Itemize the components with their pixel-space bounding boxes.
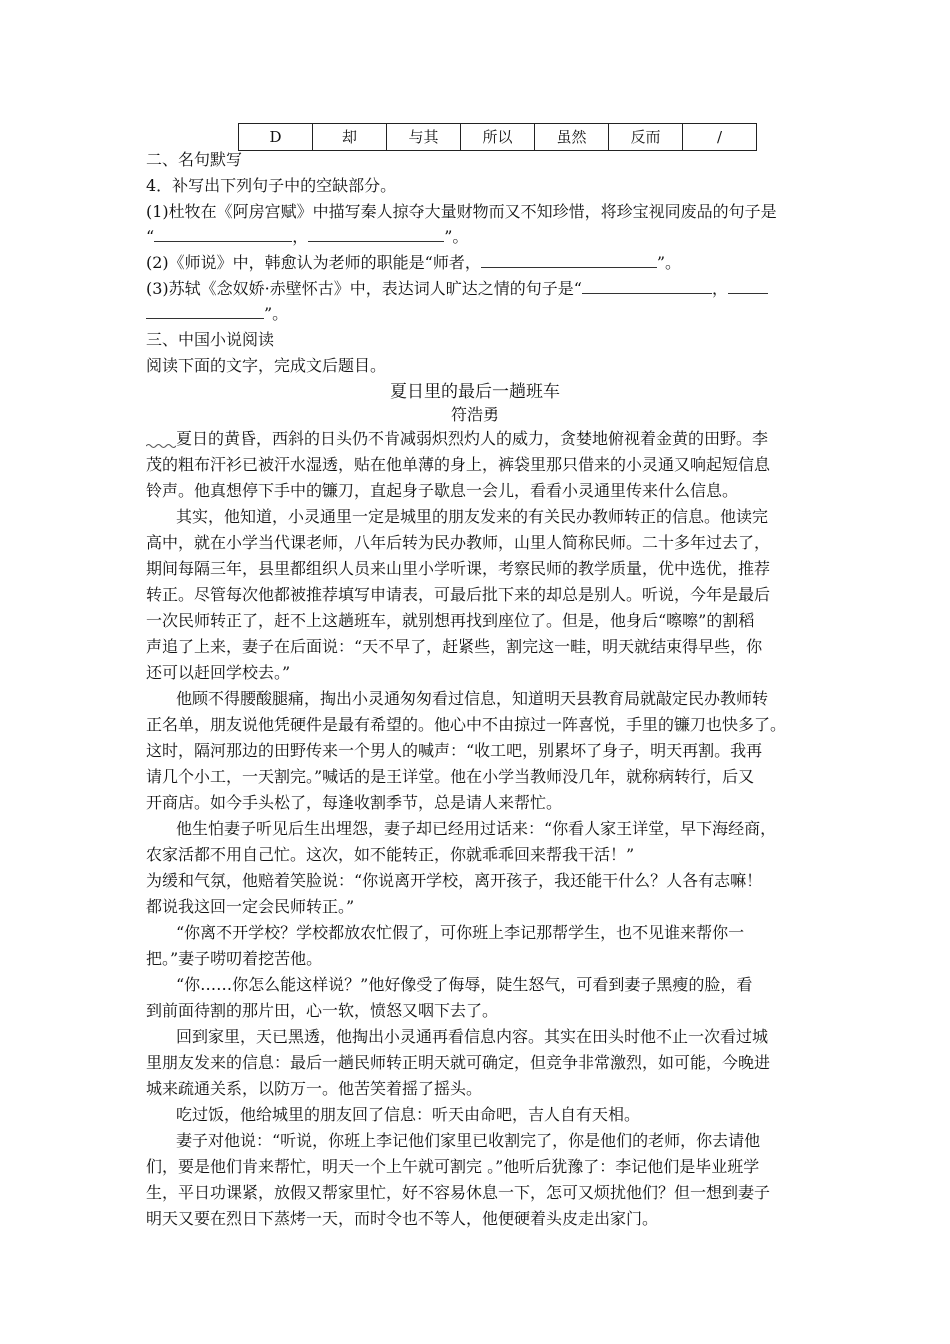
answer-blank[interactable] [146,304,264,319]
option-cell: 反而 [609,124,683,151]
option-cell: 所以 [461,124,535,151]
question-4-3 [146,279,768,299]
story-line: 这时，隔河那边的田野传来一个男人的喊声：“收工吧，别累坏了身子，明天再割。我再 [146,741,763,760]
option-row [239,124,757,151]
story-line: 茂的粗布汗衫已被汗水湿透，贴在他单薄的身上，裤袋里那只借来的小灵通又响起短信息 [146,455,771,474]
question-4-1: (1)杜牧在《阿房宫赋》中描写秦人掠夺大量财物而又不知珍惜，将珍宝视同废品的句子是 [146,202,777,221]
close-quote: ”。 [444,227,469,246]
wavy-underline [146,443,176,449]
story-line: 请几个小工，一天割完。”喊话的是王详堂。他在小学当教师没几年，就称病转行，后又 [146,767,755,786]
story-line: “你离不开学校？学校都放农忙假了，可你班上李记那帮学生，也不见谁来帮你一 [176,923,745,942]
story-line: 夏日的黄昏，西斜的日头仍不肯减弱炽烈灼人的威力，贪婪地俯视着金黄的田野。李 [176,429,769,448]
story-line: 到前面待割的那片田，心一软，愤怒又咽下去了。 [146,1001,499,1020]
story-line: 里朋友发来的信息：最后一趟民师转正明天就可确定，但竞争非常激烈，如可能，今晚进 [146,1053,771,1072]
story-line: 其实，他知道，小灵通里一定是城里的朋友发来的有关民办教师转正的信息。他读完 [176,507,769,526]
story-line: 回到家里，天已黑透，他掏出小灵通再看信息内容。其实在田头时他不止一次看过城 [176,1027,769,1046]
answer-blank[interactable] [481,253,657,268]
answer-blank[interactable] [582,279,712,294]
story-line: 们，要是他们肯来帮忙，明天一个上午就可割完 。”他听后犹豫了：李记他们是毕业班学 [146,1157,760,1176]
story-line: 生，平日功课紧，放假又帮家里忙，好不容易休息一下，怎可又烦扰他们？但一想到妻子 [146,1183,771,1202]
story-line: 还可以赶回学校去。” [146,663,291,682]
story-line: 铃声。他真想停下手中的镰刀，直起身子歇息一会儿，看看小灵通里传来什么信息。 [146,481,739,500]
story-line: 转正。尽管每次他都被推荐填写申请表，可最后批下来的却总是别人。听说，今年是最后 [146,585,771,604]
section-heading: 三、中国小说阅读 [146,330,275,349]
story-line: 他顾不得腰酸腿痛，掏出小灵通匆匆看过信息，知道明天县教育局就敲定民办教师转 [176,689,769,708]
story-line: 期间每隔三年，县里都组织人员来山里小学听课，考察民师的教学质量，优中选优，推荐 [146,559,771,578]
story-title: 夏日里的最后一趟班车 [390,382,560,402]
answer-blank[interactable] [308,227,444,242]
answer-blank[interactable] [154,227,292,242]
question-4-1-blanks [146,227,468,247]
close-quote: ”。 [264,304,289,323]
story-line: 城来疏通关系，以防万一。他苦笑着摇了摇头。 [146,1079,483,1098]
option-cell: 与其 [387,124,461,151]
story-line: “你……你怎么能这样说？”他好像受了侮辱，陡生怒气，可看到妻子黑瘦的脸，看 [176,975,753,994]
open-quote: “ [146,227,155,246]
comma: ， [292,227,309,246]
question-4-2 [146,253,681,273]
option-cell: D [239,124,313,151]
story-line: 他生怕妻子听见后生出埋怨，妻子却已经用过话来：“你看人家王详堂，早下海经商， [176,819,777,838]
answer-blank[interactable] [728,279,768,294]
question-4-3-cont [146,304,288,324]
question-4-3-text: (3)苏轼《念奴娇·赤壁怀古》中，表达词人旷达之情的句子是“ [146,279,582,298]
story-line: 妻子对他说：“听说，你班上李记他们家里已收割完了，你是他们的老师，你去请他 [176,1131,761,1150]
story-line: 吃过饭，他给城里的朋友回了信息：听天由命吧，吉人自有天相。 [176,1105,641,1124]
question-4-2-text: (2)《师说》中，韩愈认为老师的职能是“师者， [146,253,481,272]
story-line: 把。”妻子唠叨着挖苦他。 [146,949,323,968]
story-line: 开商店。如今手头松了，每逢收割季节，总是请人来帮忙。 [146,793,563,812]
story-line: 都说我这回一定会民师转正。” [146,897,355,916]
question-4: 4．补写出下列句子中的空缺部分。 [146,176,397,195]
story-line: 一次民师转正了，赶不上这趟班车，就别想再找到座位了。但是，他身后“嚓嚓”的割稻 [146,611,755,630]
close-quote: ”。 [656,253,682,272]
section-heading: 二、名句默写 [146,150,243,169]
option-row-table [238,123,757,151]
option-cell: / [683,124,757,151]
story-line: 明天又要在烈日下蒸烤一天，而时令也不等人，他便硬着头皮走出家门。 [146,1209,659,1228]
story-author: 符浩勇 [450,405,499,424]
story-line: 高中，就在小学当代课老师，八年后转为民办教师，山里人简称民师。二十多年过去了， [146,533,771,552]
option-cell: 却 [313,124,387,151]
story-line: 正名单，朋友说他凭硬件是最有希望的。他心中不由掠过一阵喜悦，手里的镰刀也快多了。 [146,715,787,734]
story-line: 为缓和气氛，他赔着笑脸说：“你说离开学校，离开孩子，我还能干什么？人各有志嘛！ [146,871,763,890]
story-line: 农家活都不用自己忙。这次，如不能转正，你就乖乖回来帮我干活！” [146,845,635,864]
story-line: 声追了上来，妻子在后面说：“天不早了，赶紧些，割完这一畦，明天就结束得早些，你 [146,637,763,656]
reading-instruction: 阅读下面的文字，完成文后题目。 [146,356,387,375]
option-cell: 虽然 [535,124,609,151]
comma: ， [711,279,728,298]
